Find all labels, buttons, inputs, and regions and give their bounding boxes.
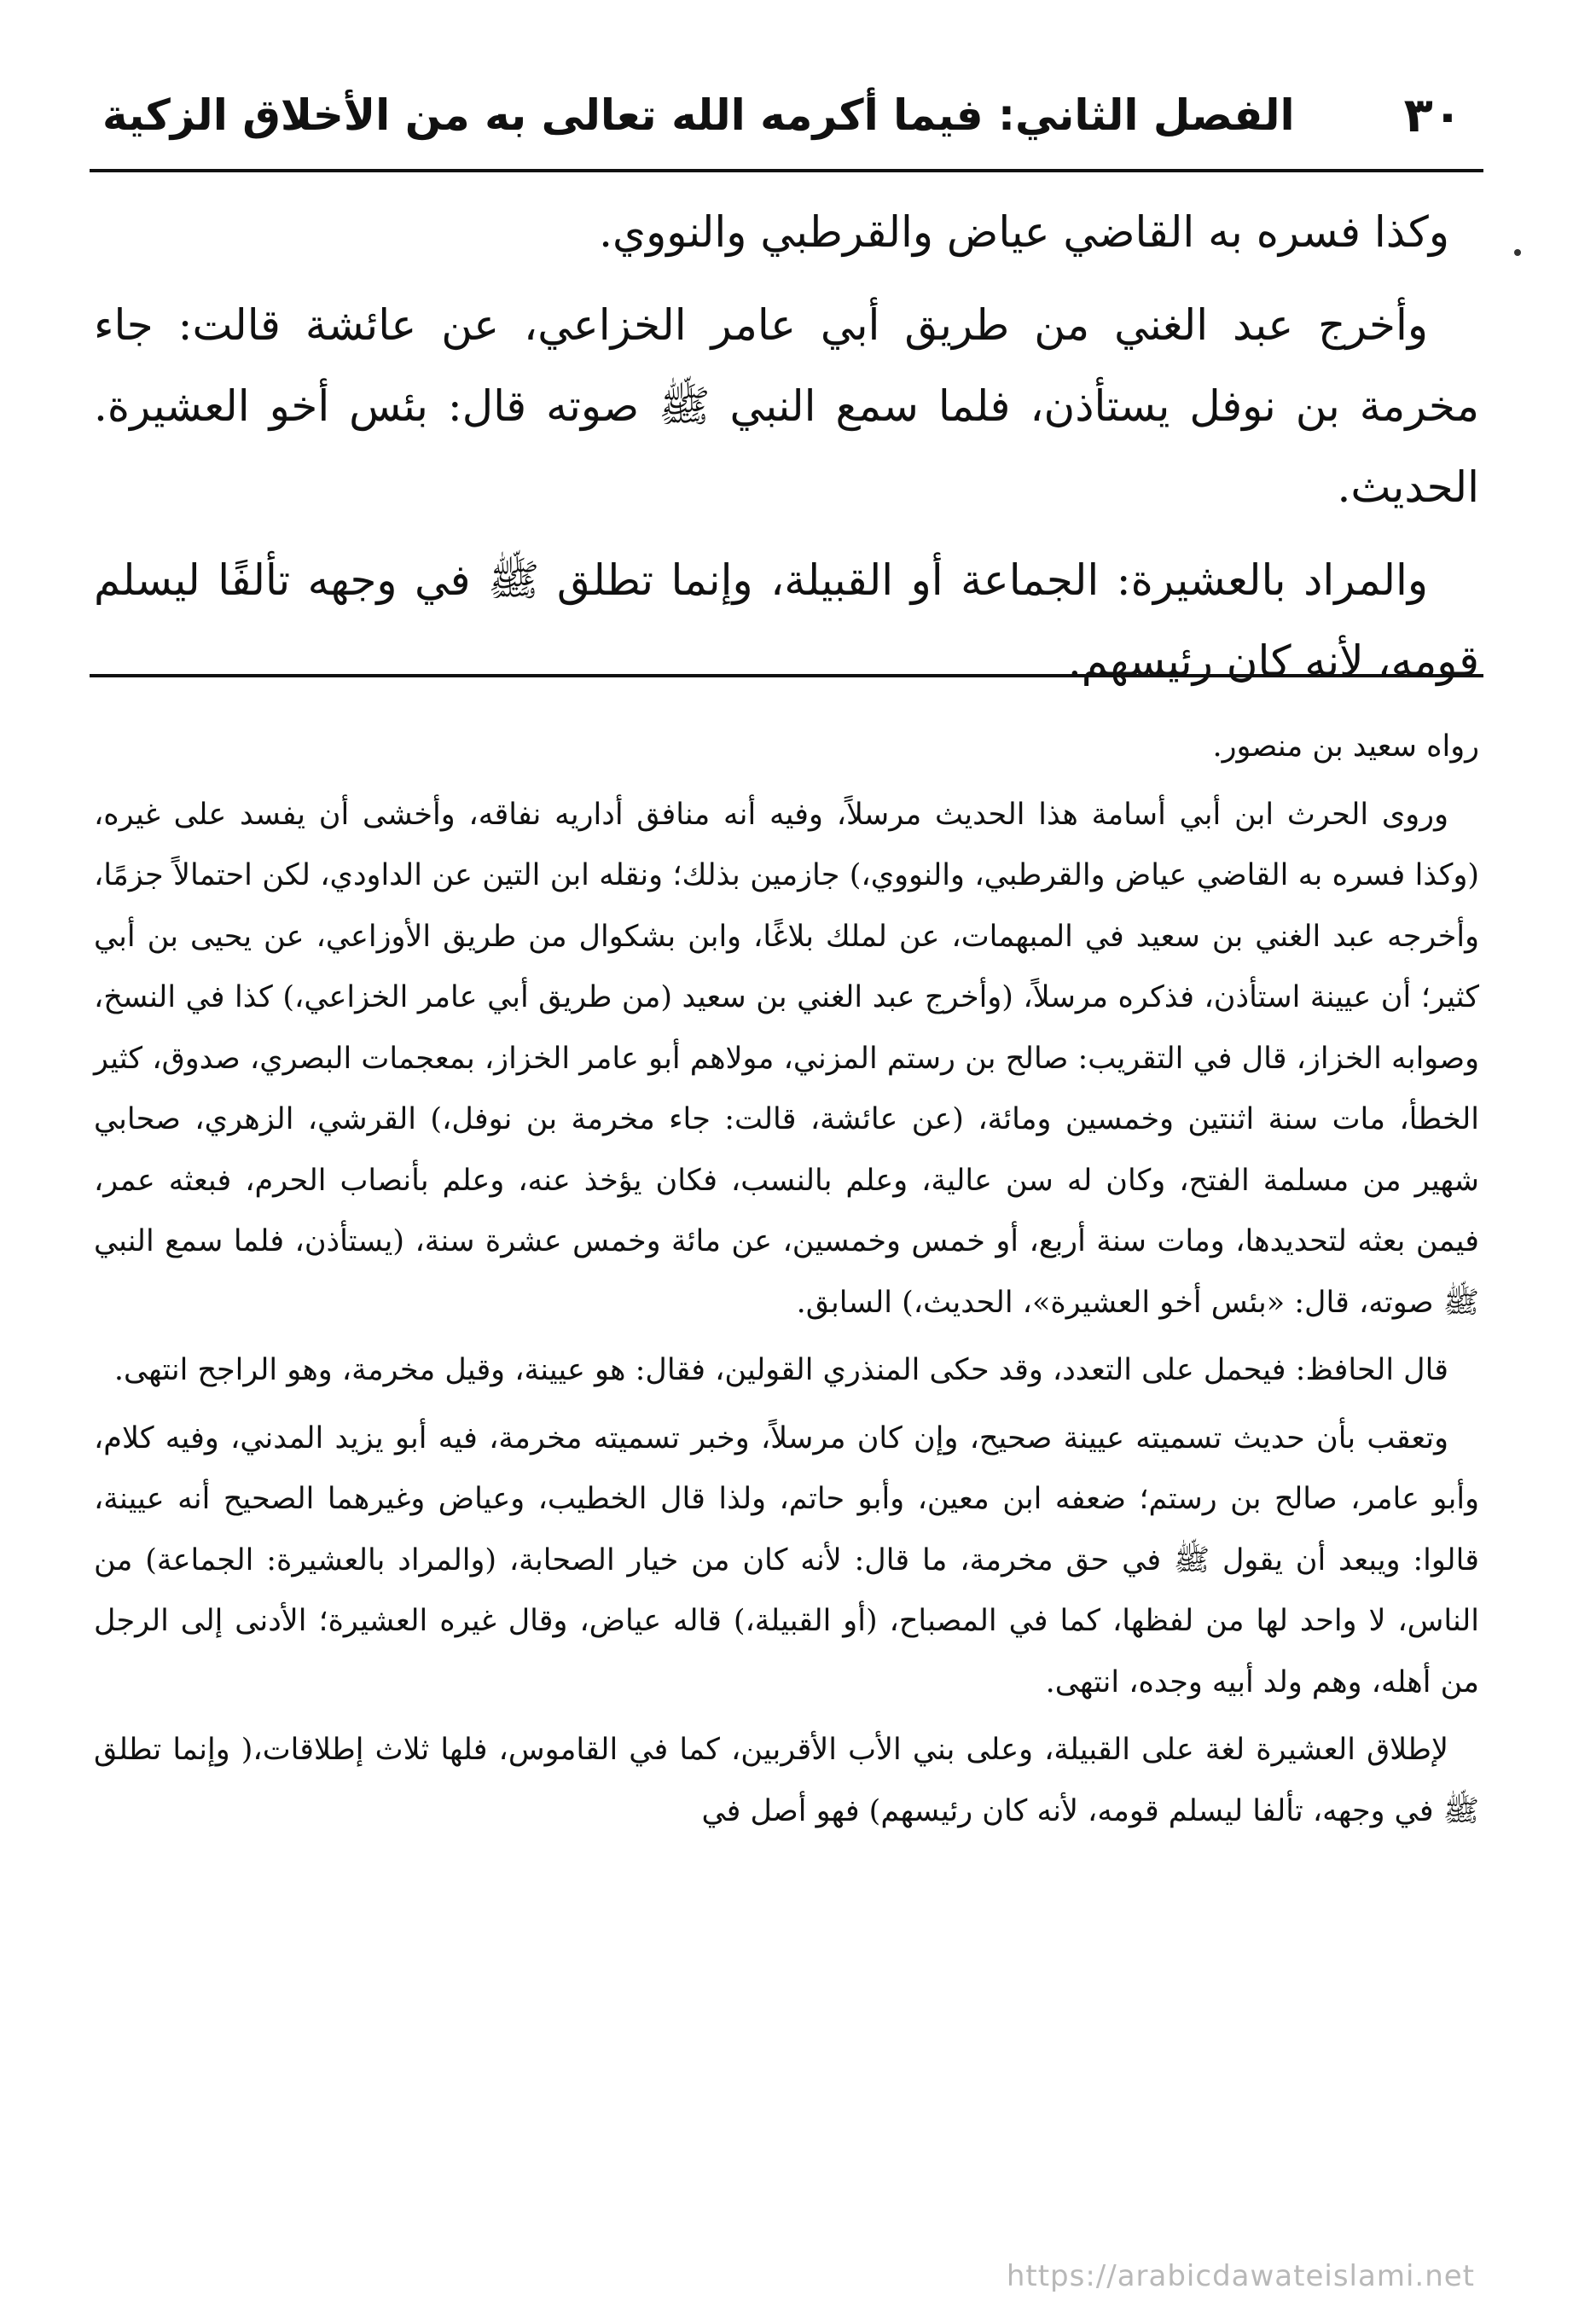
commentary-text [94,717,1479,1849]
commentary-paragraph: لإطلاق العشيرة لغة على القبيلة، وعلى بني الأب الأقربين، كما في القاموس، فلها ثلاث إطلاقات،( وإنما تطلق ﷺ في وجهه، تألفا ليسلم قومه، لأنه كان رئيسهم) فهو أصل في [94,1733,1479,1828]
main-text [94,192,1479,714]
page-number: ٣٠ [1403,87,1462,143]
source-watermark: https://arabicdawateislami.net [1006,2259,1475,2293]
commentary-paragraph: وروى الحرث ابن أبي أسامة هذا الحديث مرسلاً، وفيه أنه منافق أداريه نفاقه، وأخشى أن يفسد على غيره، (وكذا فسره به القاضي عياض والقرطبي، والنووي،) جازمين بذلك؛ ونقله ابن التين عن الداودي، لكن احتمالاً جزمًا، وأخرجه عبد الغني بن سعيد في المبهمات، عن لملك بلاغًا، وابن بشكوال من طريق الأوزاعي، عن يحيى بن أبي كثير؛ أن عيينة استأذن، فذكره مرسلاً، (وأخرج عبد الغني بن سعيد (من طريق أبي عامر الخزاعي،) كذا في النسخ، وصوابه الخزاز، قال في التقريب: صالح بن رستم المزني، مولاهم أبو عامر الخزاز، بمعجمات البصري، صدوق، كثير الخطأ، مات سنة اثنتين وخمسين ومائة، (عن عائشة، قالت: جاء مخرمة بن نوفل،) القرشي، الزهري، صحابي شهير من مسلمة الفتح، وكان له سن عالية، وعلم بالنسب، فكان يؤخذ عنه، وعلم بأنصاب الحرم، فبعثه عمر، فيمن بعثه لتحديدها، ومات سنة أربع، أو خمس وخمسين، عن مائة وخمس عشرة سنة، (يستأذن، فلما سمع النبي ﷺ صوته، قال: «بئس أخو العشيرة»، الحديث،) السابق. [94,797,1479,1320]
commentary-paragraph: رواه سعيد بن منصور. [1212,729,1479,764]
main-paragraph: والمراد بالعشيرة: الجماعة أو القبيلة، وإنما تطلق ﷺ في وجهه تألفًا ليسلم قومه، لأنه كان رئيسهم. [94,555,1479,686]
commentary-paragraph: قال الحافظ: فيحمل على التعدد، وقد حكى المنذري القولين، فقال: هو عيينة، وقيل مخرمة، وهو الراجح انتهى. [113,1353,1448,1387]
chapter-title: الفصل الثاني: فيما أكرمه الله تعالى به من الأخلاق الزكية [102,90,1295,140]
margin-dot [1514,249,1521,256]
main-paragraph: وكذا فسره به القاضي عياض والقرطبي والنووي. [599,207,1449,257]
page-header [94,81,1479,149]
main-paragraph: وأخرج عبد الغني من طريق أبي عامر الخزاعي، عن عائشة قالت: جاء مخرمة بن نوفل يستأذن، فلما سمع النبي ﷺ صوته قال: بئس أخو العشيرة. الحديث. [94,300,1479,512]
commentary-paragraph: وتعقب بأن حديث تسميته عيينة صحيح، وإن كان مرسلاً، وخبر تسميته مخرمة، فيه أبو يزيد المدني، وفيه كلام، وأبو عامر، صالح بن رستم؛ ضعفه ابن معين، وأبو حاتم، ولذا قال الخطيب، وعياض وغيرهما الصحيح أنه عيينة، قالوا: ويبعد أن يقول ﷺ في حق مخرمة، ما قال: لأنه كان من خيار الصحابة، (والمراد بالعشيرة: الجماعة) من الناس، لا واحد لها من لفظها، كما في المصباح، (أو القبيلة،) قاله عياض، وقال غيره العشيرة؛ الأدنى إلى الرجل من أهله، وهم ولد أبيه وجده، انتهى. [94,1421,1479,1699]
commentary-divider [90,674,1483,677]
header-divider [90,169,1483,172]
